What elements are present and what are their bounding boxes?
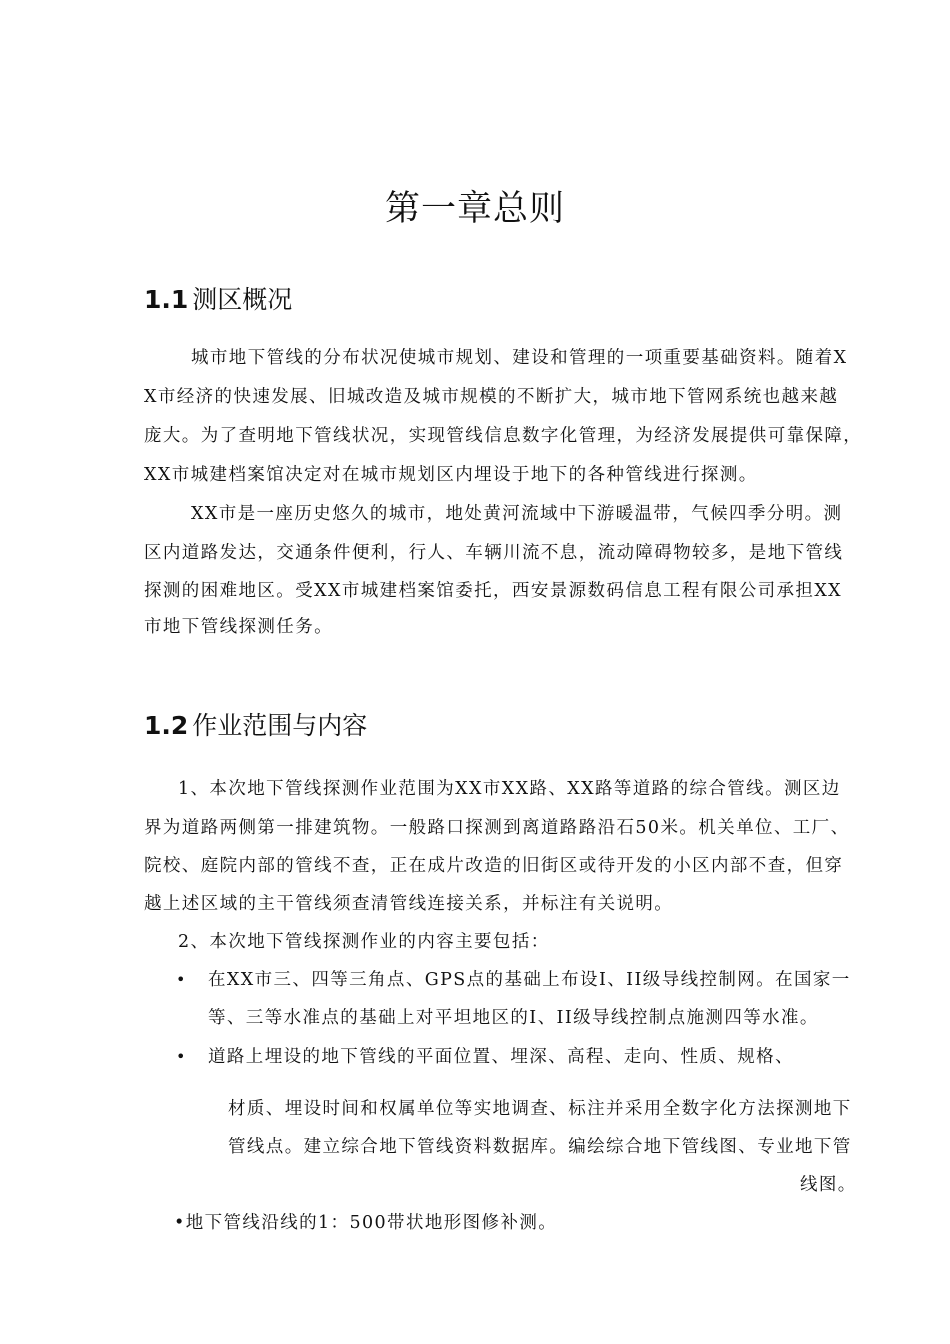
text-line: 1、本次地下管线探测作业范围为XX市XX路、XX路等道路的综合管线。测区边 bbox=[178, 779, 841, 799]
section-number: 1.2 bbox=[144, 711, 189, 740]
bullet-icon: • bbox=[176, 970, 186, 989]
text-line: 在XX市三、四等三角点、GPS点的基础上布设I、II级导线控制网。在国家一 bbox=[208, 970, 851, 990]
text-line: 管线点。建立综合地下管线资料数据库。编绘综合地下管线图、专业地下管 bbox=[228, 1137, 852, 1157]
text-line: 材质、埋设时间和权属单位等实地调查、标注并采用全数字化方法探测地下 bbox=[228, 1099, 852, 1119]
text-line: 道路上埋设的地下管线的平面位置、埋深、高程、走向、性质、规格、 bbox=[208, 1047, 794, 1067]
text-line: XX市城建档案馆决定对在城市规划区内埋设于地下的各种管线进行探测。 bbox=[144, 465, 758, 485]
text-line: XX市是一座历史悠久的城市，地处黄河流域中下游暖温带，气候四季分明。测 bbox=[191, 504, 843, 524]
text-line: 庞大。为了查明地下管线状况，实现管线信息数字化管理，为经济发展提供可靠保障， bbox=[144, 426, 863, 446]
text-line: 城市地下管线的分布状况使城市规划、建设和管理的一项重要基础资料。随着X bbox=[191, 348, 848, 368]
bullet-item-topographic-map: •地下管线沿线的1：500带状地形图修补测。 bbox=[174, 1213, 558, 1233]
text-line: 界为道路两侧第一排建筑物。一般路口探测到离道路路沿石50米。机关单位、工厂、 bbox=[144, 818, 850, 838]
text-line: 等、三等水准点的基础上对平坦地区的I、II级导线控制点施测四等水准。 bbox=[208, 1008, 819, 1028]
section-title: 作业范围与内容 bbox=[192, 711, 368, 740]
text-line: 探测的困难地区。受XX市城建档案馆委托，西安景源数码信息工程有限公司承担XX bbox=[144, 581, 843, 601]
section-heading-1-1 bbox=[144, 284, 292, 316]
text-line: 越上述区域的主干管线须查清管线连接关系，并标注有关说明。 bbox=[144, 894, 674, 914]
text-line: X市经济的快速发展、旧城改造及城市规模的不断扩大，城市地下管网系统也越来越 bbox=[144, 387, 839, 407]
text-line: 线图。 bbox=[800, 1175, 857, 1195]
work-content-intro: 2、本次地下管线探测作业的内容主要包括： bbox=[178, 932, 550, 952]
section-number: 1.1 bbox=[144, 285, 189, 314]
bullet-icon: • bbox=[176, 1047, 186, 1066]
chapter-title: 第一章总则 bbox=[384, 189, 565, 229]
text-line: 院校、庭院内部的管线不查，正在成片改造的旧街区或待开发的小区内部不查，但穿 bbox=[144, 856, 844, 876]
text-line: 区内道路发达，交通条件便利，行人、车辆川流不息，流动障碍物较多，是地下管线 bbox=[144, 543, 844, 563]
text-line: 市地下管线探测任务。 bbox=[144, 617, 333, 637]
section-heading-1-2 bbox=[144, 710, 367, 742]
section-title: 测区概况 bbox=[192, 285, 293, 314]
